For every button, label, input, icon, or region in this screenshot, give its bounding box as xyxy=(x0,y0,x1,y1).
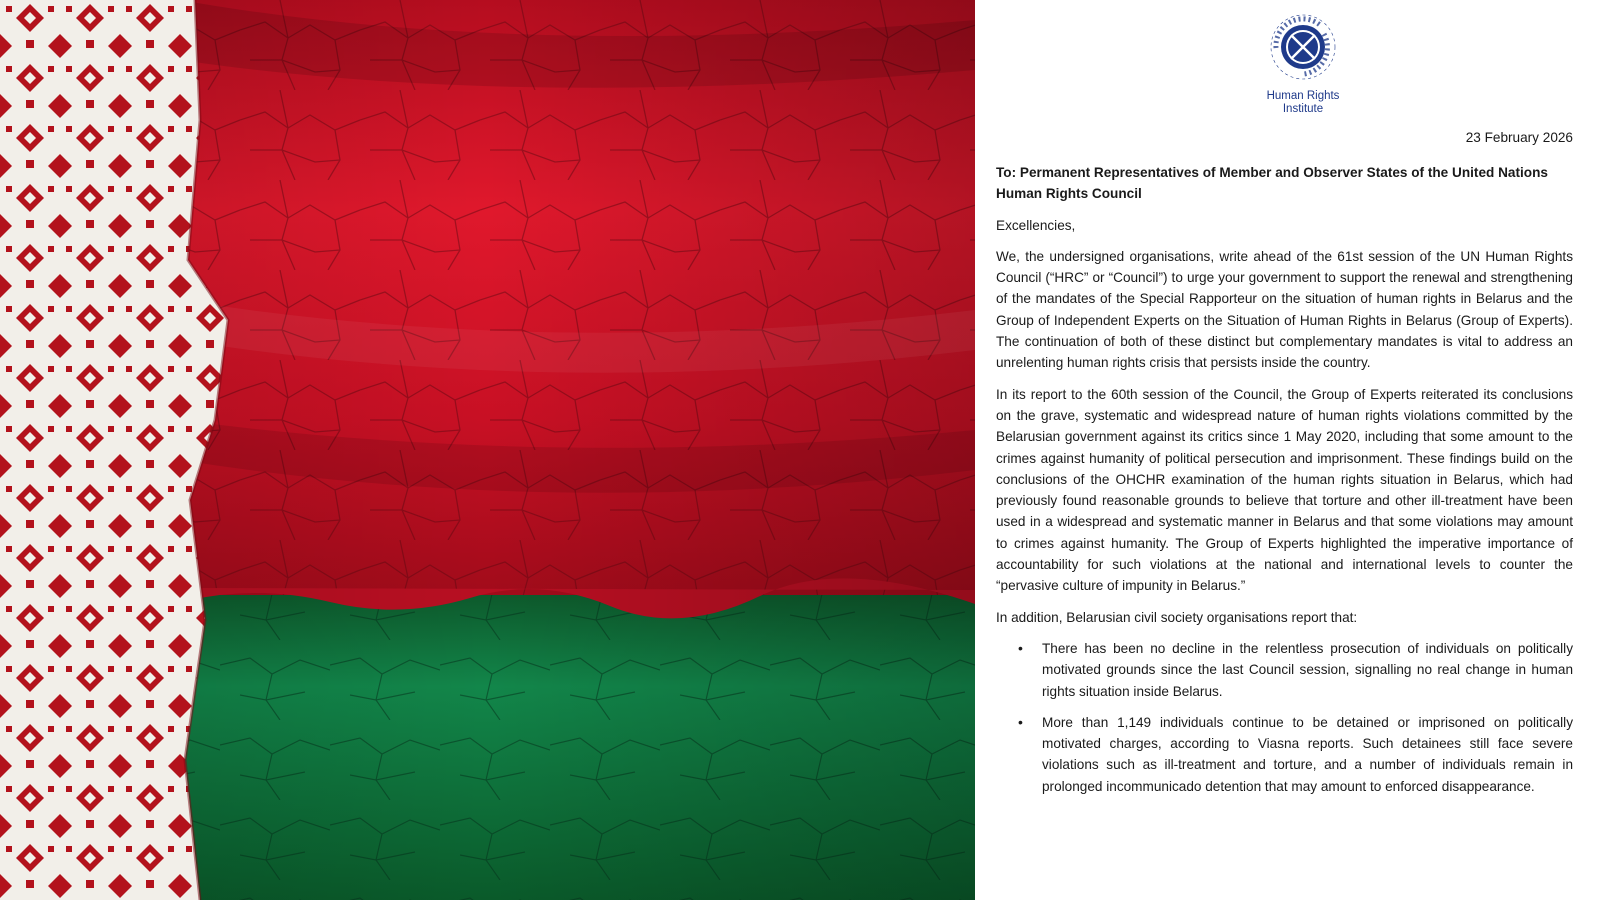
letter-recipient: To: Permanent Representatives of Member and Observer States of the United Nations Human Rights Council xyxy=(996,165,1548,202)
letter-paragraph-1: We, the undersigned organisations, write ahead of the 61st session of the UN Human Rights Council (“HRC” or “Council”) to urge your government to support the renewal and strengthening of the mandates of the Special Rapporteur on the situation of human rights in Belarus and the Group of Independent Experts on the Situation of Human Rights in Belarus (Group of Experts). The continuation of both of these distinct but complementary mandates is vital to address an unrelenting human rights crisis that persists inside the country. xyxy=(996,248,1573,371)
letter-body xyxy=(996,162,1573,807)
logo-caption-line1: Human Rights xyxy=(1266,90,1340,102)
logo-caption-line2: Institute xyxy=(1282,103,1324,115)
letter-document xyxy=(975,0,1600,900)
iba-seal-icon xyxy=(1264,8,1342,86)
letter-paragraph-3: In addition, Belarusian civil society organisations report that: xyxy=(996,609,1358,625)
iba-hri-logo xyxy=(1253,8,1353,116)
logo-caption xyxy=(1253,90,1353,116)
letter-bullet-2: • More than 1,149 individuals continue to be detained or imprisoned on politically motivated charges, according to Viasna reports. Such detainees still face severe violations such as ill-treatment and torture, and a number of individuals remain in prolonged incommunicado detention that may amount to enforced disappearance. xyxy=(1042,712,1573,797)
letter-bullet-list xyxy=(996,638,1573,797)
letter-date: 23 February 2026 xyxy=(1465,130,1573,145)
letter-bullet-1: • There has been no decline in the relentless prosecution of individuals on politically motivated grounds since the last Council session, signalling no real change in human rights situation inside Belarus. xyxy=(1042,638,1573,702)
letter-salutation: Excellencies, xyxy=(996,217,1076,233)
letter-paragraph-2: In its report to the 60th session of the Council, the Group of Experts reiterated its conclusions on the grave, systematic and widespread nature of human rights violations committed by the Belarusian government against its critics since 1 May 2020, including that some amount to the crimes against humanity of political persecution and imprisonment. These findings build on the conclusions of the OHCHR examination of the human rights situation in Belarus, which had previously found reasonable grounds to believe that torture and other ill-treatment have been used in a widespread and systematic manner in Belarus and that some violations may amount to crimes against humanity. The Group of Experts highlighted the imperative importance of accountability for such violations at the national and international levels to counter the “pervasive culture of impunity in Belarus.” xyxy=(996,386,1573,594)
